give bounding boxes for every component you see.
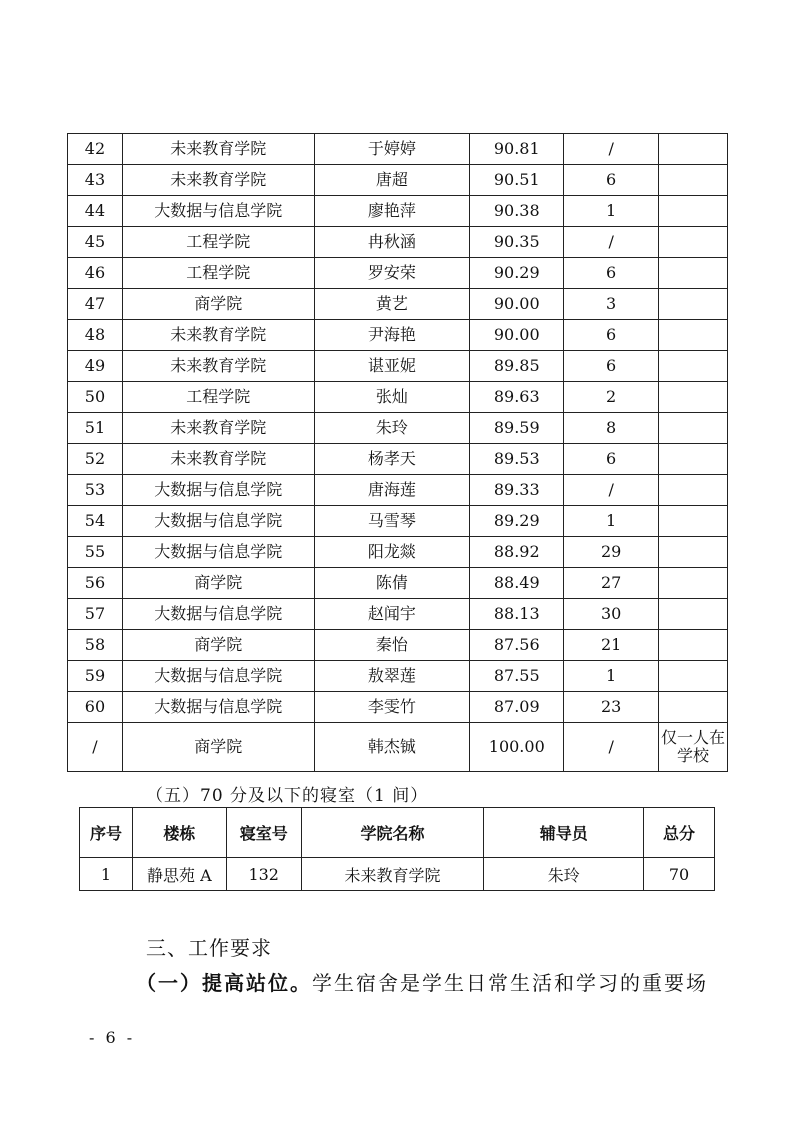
cell-col5: 6 (564, 320, 659, 351)
cell-no: 54 (68, 506, 123, 537)
table-row (68, 444, 728, 475)
table-row (68, 165, 728, 196)
cell-score: 90.35 (470, 227, 564, 258)
cell-col5: 2 (564, 382, 659, 413)
cell-college: 大数据与信息学院 (122, 537, 314, 568)
cell-counselor: 朱玲 (484, 858, 644, 891)
cell-note (659, 351, 728, 382)
cell-score: 89.85 (470, 351, 564, 382)
cell-col5: 21 (564, 630, 659, 661)
cell-name: 马雪琴 (314, 506, 470, 537)
cell-col5: / (564, 227, 659, 258)
dorm-table (79, 807, 715, 891)
table-row (68, 599, 728, 630)
cell-score: 89.53 (470, 444, 564, 475)
cell-col5: 27 (564, 568, 659, 599)
cell-note (659, 630, 728, 661)
cell-name: 廖艳萍 (314, 196, 470, 227)
table-row (68, 692, 728, 723)
cell-college: 工程学院 (122, 382, 314, 413)
cell-score: 87.56 (470, 630, 564, 661)
cell-col5: 6 (564, 444, 659, 475)
cell-name: 尹海艳 (314, 320, 470, 351)
cell-col5: 29 (564, 537, 659, 568)
paragraph-lead: （一）提高站位。 (136, 971, 312, 995)
cell-no: 57 (68, 599, 123, 630)
cell-score: 90.00 (470, 320, 564, 351)
cell-note (659, 506, 728, 537)
cell-total: 70 (644, 858, 715, 891)
cell-no: 56 (68, 568, 123, 599)
cell-col5: 6 (564, 258, 659, 289)
cell-note (659, 134, 728, 165)
paragraph-text: 学生宿舍是学生日常生活和学习的重要场 (312, 971, 708, 995)
cell-building: 静思苑 A (132, 858, 226, 891)
cell-score: 88.49 (470, 568, 564, 599)
cell-note (659, 165, 728, 196)
table-row (68, 382, 728, 413)
cell-name: 韩杰铖 (314, 723, 470, 772)
table-row (68, 475, 728, 506)
dorm-table-header-row (80, 808, 715, 858)
cell-college: 工程学院 (122, 258, 314, 289)
section3-heading: 三、工作要求 (146, 936, 272, 960)
cell-no: 52 (68, 444, 123, 475)
cell-college: 商学院 (122, 630, 314, 661)
cell-no: 44 (68, 196, 123, 227)
cell-score: 89.29 (470, 506, 564, 537)
header-no: 序号 (80, 808, 133, 858)
cell-college: 未来教育学院 (122, 444, 314, 475)
table-row (68, 134, 728, 165)
cell-score: 90.81 (470, 134, 564, 165)
cell-college: 未来教育学院 (301, 858, 484, 891)
cell-note (659, 661, 728, 692)
cell-college: 大数据与信息学院 (122, 506, 314, 537)
cell-college: 未来教育学院 (122, 165, 314, 196)
cell-college: 未来教育学院 (122, 351, 314, 382)
cell-no: 48 (68, 320, 123, 351)
cell-score: 100.00 (470, 723, 564, 772)
cell-note (659, 444, 728, 475)
header-college: 学院名称 (301, 808, 484, 858)
cell-college: 工程学院 (122, 227, 314, 258)
cell-score: 89.33 (470, 475, 564, 506)
table-row (68, 258, 728, 289)
cell-college: 大数据与信息学院 (122, 661, 314, 692)
cell-name: 冉秋涵 (314, 227, 470, 258)
cell-no: 55 (68, 537, 123, 568)
cell-college: 大数据与信息学院 (122, 692, 314, 723)
cell-score: 89.59 (470, 413, 564, 444)
table-row (68, 537, 728, 568)
cell-college: 未来教育学院 (122, 320, 314, 351)
cell-name: 张灿 (314, 382, 470, 413)
cell-note (659, 413, 728, 444)
cell-college: 未来教育学院 (122, 413, 314, 444)
cell-no: 47 (68, 289, 123, 320)
cell-note (659, 599, 728, 630)
table-row (68, 320, 728, 351)
cell-name: 杨孝天 (314, 444, 470, 475)
cell-name: 于婷婷 (314, 134, 470, 165)
cell-col5: 6 (564, 351, 659, 382)
header-building: 楼栋 (132, 808, 226, 858)
cell-col5: 1 (564, 506, 659, 537)
cell-room: 132 (226, 858, 301, 891)
cell-col5: / (564, 475, 659, 506)
cell-score: 90.29 (470, 258, 564, 289)
table-row (68, 227, 728, 258)
cell-score: 89.63 (470, 382, 564, 413)
cell-note (659, 258, 728, 289)
cell-name: 秦怡 (314, 630, 470, 661)
table-row (68, 568, 728, 599)
cell-name: 敖翠莲 (314, 661, 470, 692)
cell-note (659, 227, 728, 258)
cell-score: 90.38 (470, 196, 564, 227)
paragraph (136, 967, 708, 996)
cell-note (659, 692, 728, 723)
cell-college: 大数据与信息学院 (122, 196, 314, 227)
section5-title: （五）70 分及以下的寝室（1 间） (146, 786, 429, 806)
header-counselor: 辅导员 (484, 808, 644, 858)
cell-col5: / (564, 134, 659, 165)
dorm-table-row (80, 858, 715, 891)
cell-no: 60 (68, 692, 123, 723)
cell-col5: / (564, 723, 659, 772)
cell-col5: 23 (564, 692, 659, 723)
table-row (68, 196, 728, 227)
table-row (68, 506, 728, 537)
table-row (68, 630, 728, 661)
cell-college: 大数据与信息学院 (122, 475, 314, 506)
table-row (68, 661, 728, 692)
table-row (68, 723, 728, 772)
cell-col5: 30 (564, 599, 659, 630)
cell-name: 朱玲 (314, 413, 470, 444)
cell-name: 唐超 (314, 165, 470, 196)
cell-name: 罗安荣 (314, 258, 470, 289)
cell-no: 1 (80, 858, 133, 891)
table-row (68, 351, 728, 382)
cell-college: 未来教育学院 (122, 134, 314, 165)
cell-score: 90.00 (470, 289, 564, 320)
cell-note (659, 289, 728, 320)
cell-score: 87.09 (470, 692, 564, 723)
cell-col5: 3 (564, 289, 659, 320)
cell-no: 59 (68, 661, 123, 692)
table-row (68, 413, 728, 444)
cell-score: 88.13 (470, 599, 564, 630)
cell-col5: 8 (564, 413, 659, 444)
cell-no: 49 (68, 351, 123, 382)
page-number: - 6 - (89, 1028, 136, 1047)
cell-score: 88.92 (470, 537, 564, 568)
cell-no: 43 (68, 165, 123, 196)
cell-score: 87.55 (470, 661, 564, 692)
cell-name: 李雯竹 (314, 692, 470, 723)
cell-col5: 6 (564, 165, 659, 196)
cell-no: 51 (68, 413, 123, 444)
header-total: 总分 (644, 808, 715, 858)
cell-college: 商学院 (122, 568, 314, 599)
cell-col5: 1 (564, 661, 659, 692)
cell-name: 赵闻宇 (314, 599, 470, 630)
cell-name: 黄艺 (314, 289, 470, 320)
cell-name: 陈倩 (314, 568, 470, 599)
cell-college: 商学院 (122, 289, 314, 320)
cell-score: 90.51 (470, 165, 564, 196)
cell-no: 53 (68, 475, 123, 506)
cell-no: 45 (68, 227, 123, 258)
cell-college: 商学院 (122, 723, 314, 772)
cell-no: 46 (68, 258, 123, 289)
cell-note (659, 196, 728, 227)
cell-no: / (68, 723, 123, 772)
cell-no: 58 (68, 630, 123, 661)
cell-name: 唐海莲 (314, 475, 470, 506)
ranking-table-body (68, 134, 728, 772)
cell-note (659, 382, 728, 413)
cell-name: 谌亚妮 (314, 351, 470, 382)
cell-note: 仅一人在学校 (659, 723, 728, 772)
cell-col5: 1 (564, 196, 659, 227)
table-row (68, 289, 728, 320)
cell-college: 大数据与信息学院 (122, 599, 314, 630)
cell-note (659, 537, 728, 568)
cell-no: 50 (68, 382, 123, 413)
header-room: 寝室号 (226, 808, 301, 858)
cell-note (659, 568, 728, 599)
cell-no: 42 (68, 134, 123, 165)
ranking-table (67, 133, 728, 772)
cell-note (659, 475, 728, 506)
cell-note (659, 320, 728, 351)
cell-name: 阳龙燚 (314, 537, 470, 568)
